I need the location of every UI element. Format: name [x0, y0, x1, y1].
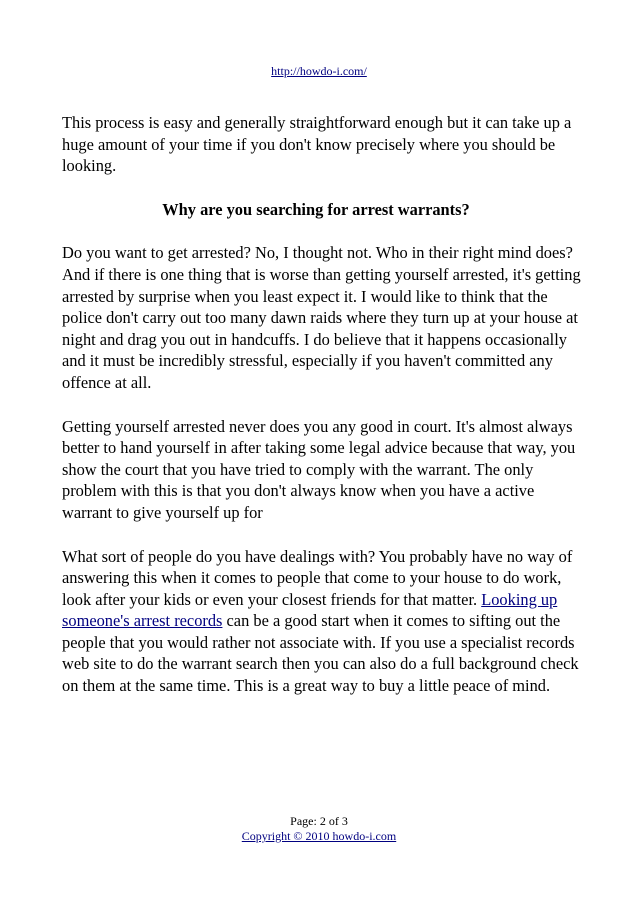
- page-footer: [0, 814, 638, 844]
- paragraph-arrest-surprise: Do you want to get arrested? No, I thought not. Who in their right mind does? And if there is one thing that is worse than getting yourself arrested, it's getting arrested by surprise when you least expect it. I would like to think that the police don't carry out too many dawn raids where they turn up at your house at night and drag you out in handcuffs. I do believe that it happens occasionally and it must be incredibly stressful, especially if you haven't committed any offence at all.: [62, 243, 581, 392]
- paragraph-dealings: [62, 546, 582, 697]
- page-header: [0, 64, 638, 78]
- document-body: [62, 112, 582, 719]
- paragraph-dealings-start: What sort of people do you have dealings with? You probably have no way of answering this when it comes to people that come to your house to do work, look after your kids or even your closest friends for that matter.: [62, 546, 573, 609]
- page-number: Page: 2 of 3: [290, 814, 348, 828]
- paragraph-dealings-end: can be a good start when it comes to sifting out the people that you would rather not associate with. If you use a specialist records web site to do the warrant search then you can also do a full background check on them at the same time. This is a great way to buy a little peace of mind.: [62, 611, 579, 696]
- paragraph-court: Getting yourself arrested never does you any good in court. It's almost always better to hand yourself in after taking some legal advice because that way, you show the court that you have tried to comply with the warrant. The only problem with this is that you don't always know when you have a active warrant to give yourself up for: [62, 416, 576, 522]
- header-url-link[interactable]: http://howdo-i.com/: [271, 64, 367, 78]
- paragraph-intro: This process is easy and generally straightforward enough but it can take up a huge amount of your time if you don't know precisely where you should be looking.: [62, 113, 572, 176]
- copyright-link[interactable]: Copyright © 2010 howdo-i.com: [241, 829, 397, 843]
- arrest-records-link[interactable]: Looking up someone's arrest records: [62, 589, 558, 631]
- section-heading: Why are you searching for arrest warrants?: [162, 199, 470, 219]
